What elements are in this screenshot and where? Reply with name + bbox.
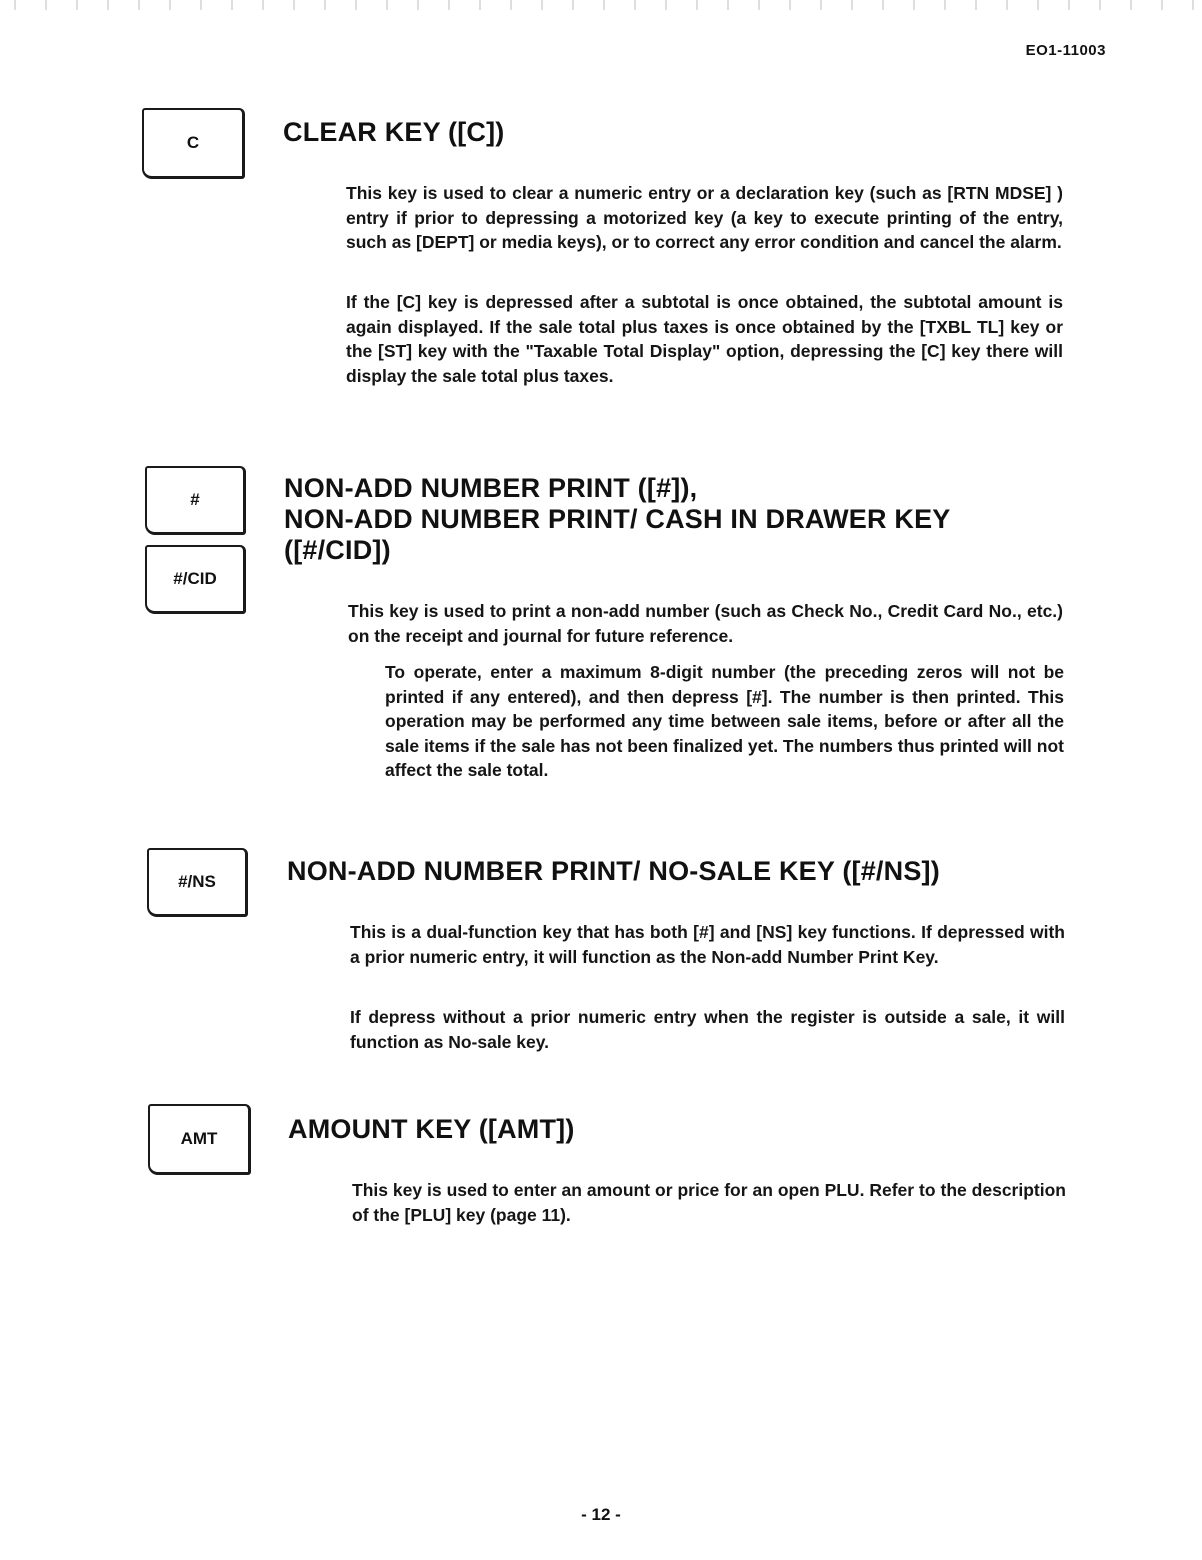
page-number: - 12 - [581, 1505, 621, 1524]
key-label: AMT [180, 1129, 218, 1148]
key-label: #/CID [173, 569, 217, 588]
key-icon-clear [142, 108, 245, 179]
paragraph: If depress without a prior numeric entry when the register is outside a sale, it will function as No-sale key. [350, 1007, 1065, 1052]
section-title-non-add-number [284, 473, 951, 566]
paragraph: This key is used to clear a numeric entry or a declaration key (such as [RTN MDSE] ) entry if prior to depressing a motorized key (a key to execute printing of the entry, such as [DEPT] or media keys), or to correct any error condition and cancel the alarm. [346, 183, 1063, 253]
paragraph: If the [C] key is depressed after a subtotal is once obtained, the subtotal amount is again displayed. If the sale total plus taxes is once obtained by the [TXBL TL] key or the [ST] key with the "Taxable Total Display" option, depressing the [C] key there will display the sale total plus taxes. [346, 292, 1063, 386]
title-line: ([#/CID]) [284, 535, 391, 565]
section-title-amount-key: AMOUNT KEY ([AMT]) [288, 1114, 575, 1144]
paragraph: To operate, enter a maximum 8-digit number (the preceding zeros will not be printed if any entered), and then depress [#]. The number is then printed. This operation may be performed any time between sale items, before or after all the sale items if the sale has not been finalized yet. The numbers thus printed will not affect the sale total. [385, 662, 1064, 781]
key-icon-number [145, 466, 246, 535]
title-line: NON-ADD NUMBER PRINT/ CASH IN DRAWER KEY [284, 504, 951, 534]
key-icon-number-cid [145, 545, 246, 614]
paragraph: This key is used to enter an amount or price for an open PLU. Refer to the description of the [PLU] key (page 11). [352, 1180, 1066, 1225]
section-title-no-sale-key: NON-ADD NUMBER PRINT/ NO-SALE KEY ([#/NS]) [287, 856, 940, 886]
key-label: # [190, 490, 200, 509]
title-line: NON-ADD NUMBER PRINT ([#]), [284, 473, 698, 503]
section-title-clear-key: CLEAR KEY ([C]) [283, 117, 505, 147]
key-icon-number-no-sale [147, 848, 248, 917]
paragraph: This is a dual-function key that has both [#] and [NS] key functions. If depressed with a prior numeric entry, it will function as the Non-add Number Print Key. [350, 922, 1065, 967]
key-icon-amount [148, 1104, 251, 1175]
paragraph: This key is used to print a non-add number (such as Check No., Credit Card No., etc.) on the receipt and journal for future reference. [348, 601, 1063, 646]
scan-artifact [0, 0, 1202, 10]
key-label: #/NS [178, 872, 216, 891]
key-label: C [186, 133, 200, 152]
document-id: EO1-11003 [1025, 42, 1106, 59]
